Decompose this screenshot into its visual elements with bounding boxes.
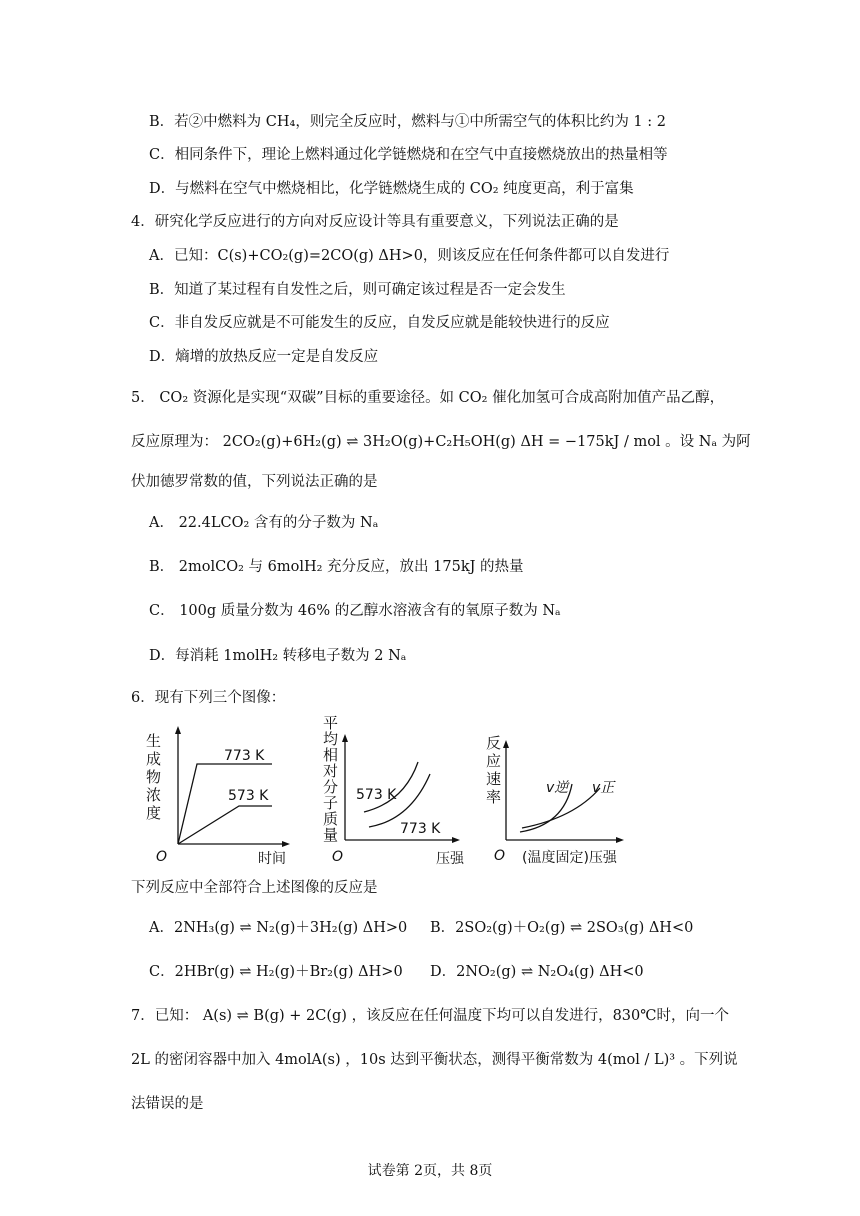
q7-stem-line1: 7．已知： A(s) ⇌ B(g) + 2C(g) ，该反应在任何温度下均可以自发进行，830℃时，向一个 — [131, 1008, 729, 1024]
fig2-ylabel-char: 量 — [323, 826, 339, 844]
q6-option-c: C．2HBr(g) ⇌ H₂(g)＋Br₂(g) ΔH>0 — [149, 964, 403, 980]
q6-stem: 6．现有下列三个图像： — [131, 690, 286, 706]
fig3-ylabel-char: 应 — [486, 752, 502, 770]
fig2-ylabel-char: 分 — [323, 778, 339, 796]
q7-stem-line2: 2L 的密闭容器中加入 4molA(s) ，10s 达到平衡状态，测得平衡常数为 4(mol / L)³ 。下列说 — [131, 1052, 738, 1068]
fig3-y-arrow — [503, 740, 509, 748]
fig1-ylabel-char: 生 — [146, 732, 162, 750]
q6-option-a: A．2NH₃(g) ⇌ N₂(g)＋3H₂(g) ΔH>0 — [149, 920, 408, 936]
q4-stem: 4．研究化学反应进行的方向对反应设计等具有重要意义，下列说法正确的是 — [131, 214, 619, 230]
fig3-origin: O — [494, 848, 506, 864]
q5-option-b: B． 2molCO₂ 与 6molH₂ 充分反应，放出 175kJ 的热量 — [149, 559, 524, 575]
q3-option-b: B．若②中燃料为 CH₄，则完全反应时，燃料与①中所需空气的体积比约为 1 : 2 — [149, 114, 666, 130]
fig3-ylabel-char: 速 — [486, 770, 502, 788]
fig2-x-arrow — [452, 837, 460, 843]
q5-option-d: D．每消耗 1molH₂ 转移电子数为 2 Nₐ — [149, 648, 407, 664]
q5-stem-line1: 5． CO₂ 资源化是实现“双碳”目标的重要途径。如 CO₂ 催化加氢可合成高附加值产品乙醇， — [131, 390, 725, 406]
q5-option-c: C． 100g 质量分数为 46% 的乙醇水溶液含有的氧原子数为 Nₐ — [149, 603, 561, 619]
fig1-ylabel-char: 度 — [146, 804, 162, 822]
fig2-y-arrow — [342, 734, 348, 742]
fig1-ylabel — [146, 732, 161, 822]
fig1-ylabel-char: 物 — [146, 768, 162, 786]
fig3-xlabel: (温度固定)压强 — [522, 850, 617, 866]
fig3-ylabel-char: 率 — [486, 788, 502, 806]
fig1-origin: O — [156, 849, 168, 865]
fig1-xlabel: 时间 — [258, 851, 286, 866]
fig2-ylabel-char: 平 — [323, 714, 339, 732]
fig2-label-773k: 773 K — [400, 821, 441, 837]
fig2-ylabel — [323, 714, 338, 844]
fig1-label-573k: 573 K — [228, 788, 269, 804]
fig2-ylabel-char: 相 — [323, 746, 339, 764]
fig3-ylabel-char: 反 — [486, 734, 502, 752]
fig2-label-573k: 573 K — [356, 787, 397, 803]
figure-concentration-vs-time — [140, 716, 295, 866]
q4-option-b: B．知道了某过程有自发性之后，则可确定该过程是否一定会发生 — [149, 282, 566, 298]
fig3-label-reverse: v逆 — [546, 780, 569, 796]
q5-stem-line3: 伏加德罗常数的值，下列说法正确的是 — [131, 474, 378, 490]
fig1-ylabel-char: 成 — [146, 750, 162, 768]
q6-option-d: D．2NO₂(g) ⇌ N₂O₄(g) ΔH<0 — [430, 964, 644, 980]
q4-option-c: C．非自发反应就是不可能发生的反应，自发反应就是能较快进行的反应 — [149, 315, 610, 331]
fig3-label-forward: v正 — [592, 780, 615, 796]
fig2-origin: O — [332, 849, 344, 865]
q5-option-a: A． 22.4LCO₂ 含有的分子数为 Nₐ — [149, 515, 379, 531]
fig1-curve-573k — [178, 806, 272, 844]
q3-option-c: C．相同条件下，理论上燃料通过化学链燃烧和在空气中直接燃烧放出的热量相等 — [149, 147, 668, 163]
fig1-label-773k: 773 K — [224, 748, 265, 764]
fig2-ylabel-char: 子 — [323, 794, 339, 812]
q6-option-b: B．2SO₂(g)＋O₂(g) ⇌ 2SO₃(g) ΔH<0 — [430, 920, 694, 936]
q6-after-text: 下列反应中全部符合上述图像的反应是 — [131, 880, 378, 896]
fig1-curve-773k — [178, 764, 272, 844]
figure-molar-mass-vs-pressure — [318, 712, 478, 868]
fig1-ylabel-char: 浓 — [146, 786, 162, 804]
q4-option-d: D．熵增的放热反应一定是自发反应 — [149, 349, 379, 365]
figure-rate-vs-pressure — [482, 730, 642, 868]
page-footer: 试卷第 2页，共 8页 — [367, 1163, 493, 1179]
fig2-ylabel-char: 质 — [323, 810, 339, 828]
fig1-x-arrow — [282, 841, 290, 847]
fig2-ylabel-char: 均 — [323, 730, 339, 748]
fig3-x-arrow — [616, 837, 624, 843]
fig3-ylabel — [486, 734, 501, 806]
q4-option-a: A．已知：C(s)+CO₂(g)=2CO(g) ΔH>0，则该反应在任何条件都可以自发进行 — [149, 248, 670, 264]
q7-stem-line3: 法错误的是 — [131, 1096, 204, 1112]
fig2-xlabel: 压强 — [436, 851, 464, 867]
fig1-y-arrow — [175, 726, 181, 734]
q3-option-d: D．与燃料在空气中燃烧相比，化学链燃烧生成的 CO₂ 纯度更高，利于富集 — [149, 181, 634, 197]
q5-stem-line2: 反应原理为： 2CO₂(g)+6H₂(g) ⇌ 3H₂O(g)+C₂H₅OH(g) ΔH = −175kJ / mol 。设 Nₐ 为阿 — [131, 434, 751, 450]
fig2-ylabel-char: 对 — [323, 762, 339, 780]
